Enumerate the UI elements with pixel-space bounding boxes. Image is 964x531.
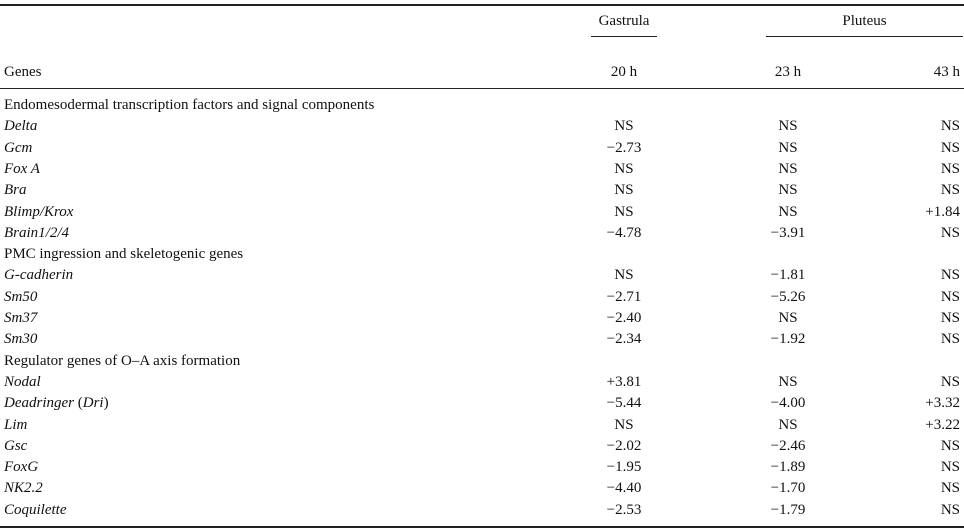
value-20h: −2.02 (606, 437, 642, 454)
value-43h: NS (940, 288, 960, 305)
gene-name-text: Deadringer (4, 395, 74, 412)
value-20h: +3.81 (606, 373, 642, 390)
gene-name-text: FoxG (4, 459, 39, 476)
section-row (0, 95, 964, 116)
value-23h: −5.26 (770, 288, 806, 305)
table-row (0, 180, 964, 201)
gene-name-text: Sm50 (4, 288, 38, 305)
table-row (0, 393, 964, 414)
table-top-rule (0, 4, 964, 6)
value-20h: −4.40 (606, 480, 642, 497)
column-header-43h: 43 h (933, 64, 960, 80)
section-label: PMC ingression and skeletogenic genes (4, 246, 244, 263)
table-row (0, 457, 964, 478)
gene-name (4, 393, 109, 414)
gene-name-text: Brain1/2/4 (4, 224, 70, 241)
value-23h: −1.70 (770, 480, 806, 497)
value-20h: NS (614, 416, 634, 433)
value-43h: NS (940, 267, 960, 284)
value-43h: NS (940, 224, 960, 241)
table-row (0, 202, 964, 223)
value-20h: −2.71 (606, 288, 642, 305)
section-label: Endomesodermal transcription factors and signal components (4, 97, 375, 113)
table-row (0, 265, 964, 286)
table-row (0, 415, 964, 436)
table-row (0, 223, 964, 244)
value-43h: +3.32 (925, 395, 960, 412)
value-23h: NS (778, 160, 798, 177)
value-23h: NS (778, 310, 798, 326)
gene-name-text: Bra (4, 182, 27, 199)
gene-name (4, 138, 32, 159)
gene-name (4, 180, 27, 201)
gene-name (4, 478, 43, 499)
gene-name-text: Blimp/Krox (4, 203, 74, 220)
table-row (0, 308, 964, 329)
gene-name-text: Delta (4, 118, 38, 135)
gene-name (4, 223, 69, 244)
table-row (0, 478, 964, 499)
value-20h: NS (614, 267, 634, 284)
table-bottom-rule (0, 526, 964, 528)
value-20h: NS (614, 160, 634, 177)
gene-name-abbr: Dri (82, 395, 104, 412)
value-43h: NS (940, 459, 960, 476)
value-43h: +3.22 (925, 416, 960, 433)
gene-name-text: NK2.2 (4, 480, 43, 497)
gastrula-spanner-rule (591, 36, 657, 37)
header-rule (0, 88, 964, 89)
gene-name-text: Lim (4, 416, 28, 433)
value-23h: NS (778, 203, 798, 220)
gene-name-text: Gcm (4, 139, 33, 156)
value-43h: +1.84 (925, 203, 960, 220)
gene-name (4, 308, 37, 329)
value-23h: −4.00 (770, 395, 806, 412)
gene-name (4, 436, 27, 457)
gene-name (4, 415, 27, 436)
value-43h: NS (940, 480, 960, 497)
value-43h: NS (940, 182, 960, 199)
gene-name-text: Coquilette (4, 501, 67, 518)
gene-name (4, 116, 37, 137)
value-23h: −1.81 (770, 267, 806, 284)
value-23h: −1.92 (770, 331, 806, 348)
value-20h: −2.34 (606, 331, 642, 348)
value-23h: −1.89 (770, 459, 806, 476)
value-43h: NS (940, 160, 960, 177)
value-20h: −2.53 (606, 501, 642, 518)
table-row (0, 372, 964, 393)
gene-name-text: G-cadherin (4, 267, 74, 284)
value-20h: −2.40 (606, 310, 642, 326)
value-20h: NS (614, 203, 634, 220)
gene-name (4, 202, 73, 223)
table-row (0, 329, 964, 350)
value-43h: NS (940, 118, 960, 135)
value-23h: −3.91 (770, 224, 806, 241)
gene-name-text: Gsc (4, 437, 28, 454)
table-row (0, 500, 964, 521)
section-row (0, 351, 964, 372)
table-row (0, 116, 964, 137)
group-header-gastrula: Gastrula (598, 13, 650, 29)
value-20h: −4.78 (606, 224, 642, 241)
value-43h: NS (940, 331, 960, 348)
value-23h: NS (778, 118, 798, 135)
gene-name-text: Nodal (4, 373, 41, 390)
value-23h: NS (778, 139, 798, 156)
gene-name (4, 287, 37, 308)
value-23h: NS (778, 416, 798, 433)
value-20h: −1.95 (606, 459, 642, 476)
value-20h: NS (614, 182, 634, 199)
column-header-genes: Genes (4, 64, 42, 80)
value-43h: NS (940, 139, 960, 156)
gene-name-text: Sm37 (4, 310, 38, 326)
column-header-23h: 23 h (774, 64, 802, 80)
column-header-20h: 20 h (610, 64, 638, 80)
gene-name (4, 500, 67, 521)
gene-name-text: Fox A (4, 160, 40, 177)
value-23h: NS (778, 182, 798, 199)
gene-name-paren-close: ) (103, 395, 109, 412)
value-43h: NS (940, 437, 960, 454)
value-20h: −2.73 (606, 139, 642, 156)
value-23h: NS (778, 373, 798, 390)
gene-name (4, 159, 40, 180)
value-43h: NS (940, 310, 960, 326)
value-20h: −5.44 (606, 395, 642, 412)
value-43h: NS (940, 501, 960, 518)
value-23h: −1.79 (770, 501, 806, 518)
section-row (0, 244, 964, 265)
section-label: Regulator genes of O–A axis formation (4, 352, 241, 369)
gene-name (4, 265, 73, 286)
gene-name (4, 372, 41, 393)
gene-name (4, 457, 38, 478)
table-row (0, 138, 964, 159)
value-20h: NS (614, 118, 634, 135)
gene-name-text: Sm30 (4, 331, 38, 348)
gene-name-paren-open: ( (74, 395, 83, 412)
table-row (0, 436, 964, 457)
group-header-pluteus: Pluteus (842, 13, 887, 29)
value-43h: NS (940, 373, 960, 390)
pluteus-spanner-rule (766, 36, 963, 37)
value-23h: −2.46 (770, 437, 806, 454)
gene-name (4, 329, 37, 350)
table-row (0, 287, 964, 308)
table-row (0, 159, 964, 180)
